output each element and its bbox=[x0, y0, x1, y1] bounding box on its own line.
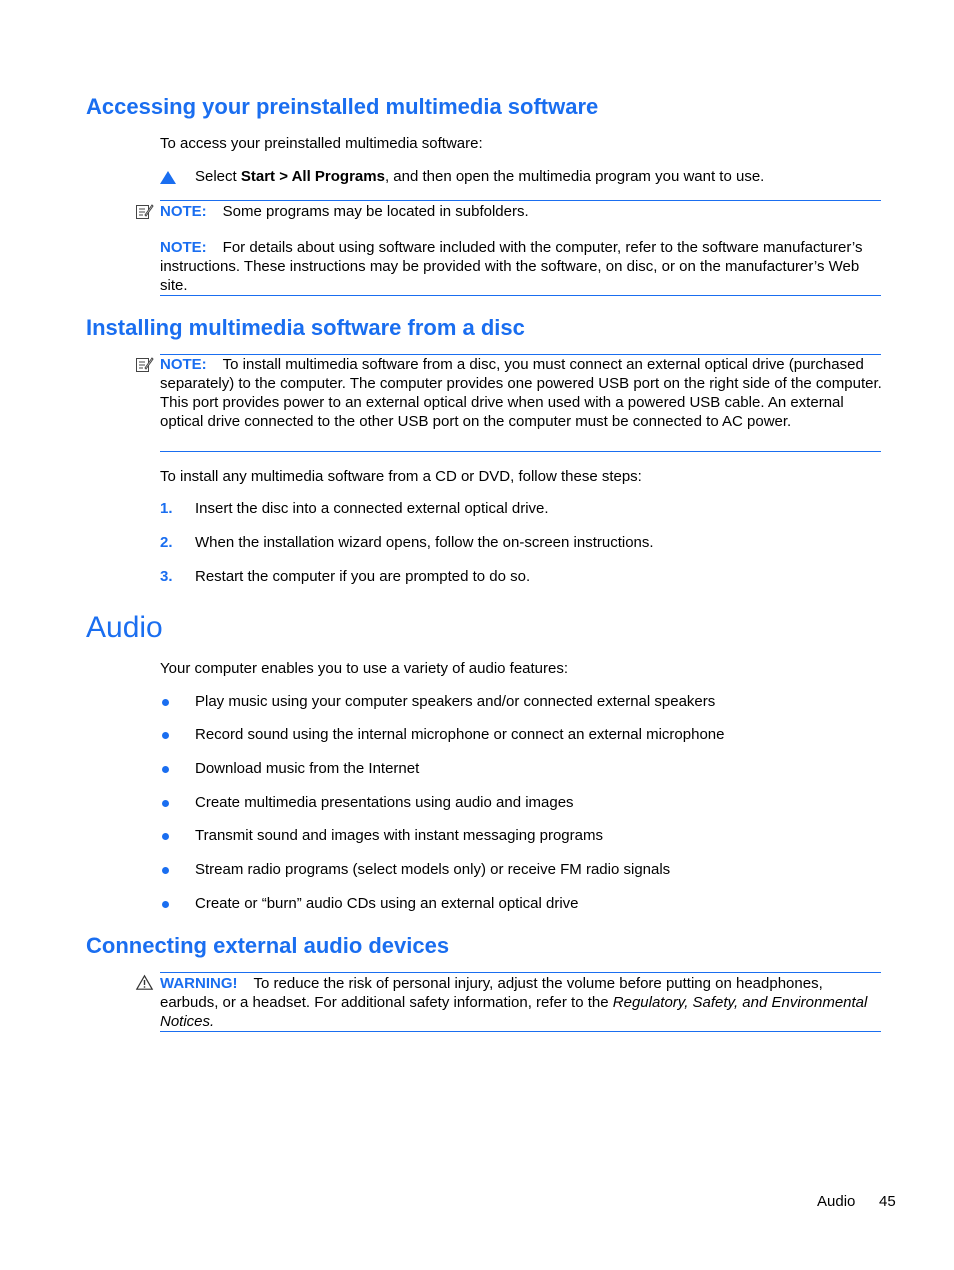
sec1-step: Select Start > All Programs, and then open the multimedia program you want to use. bbox=[195, 168, 765, 185]
bullet-dot bbox=[162, 833, 169, 840]
sec2-intro: To install any multimedia software from a CD or DVD, follow these steps: bbox=[160, 468, 642, 485]
note-2: NOTE: For details about using software included with the computer, refer to the software manufacturer’s instructions. These instructions may be provided with the software, on disc, or on the manufacturer’s Web site. bbox=[160, 239, 863, 294]
section-heading-connecting: Connecting external audio devices bbox=[86, 933, 450, 958]
note-pencil-icon bbox=[136, 356, 153, 373]
warning-text: WARNING! To reduce the risk of personal injury, adjust the volume before putting on headphones, earbuds, or a headset. For additional safety information, refer to the Regulatory, Safety, and Environmental Notices. bbox=[160, 975, 868, 1030]
sec1-intro: To access your preinstalled multimedia software: bbox=[160, 135, 483, 152]
step-number: 3. bbox=[160, 568, 173, 585]
warning-rule-top bbox=[160, 972, 881, 973]
step-text: When the installation wizard opens, follow the on-screen instructions. bbox=[195, 534, 654, 551]
bullet-dot bbox=[162, 800, 169, 807]
bullet-dot bbox=[162, 867, 169, 874]
bullet-dot bbox=[162, 901, 169, 908]
note-rule-top bbox=[160, 200, 881, 201]
bullet-dot bbox=[162, 732, 169, 739]
warning-triangle-icon bbox=[136, 975, 153, 990]
list-item: Record sound using the internal microphone or connect an external microphone bbox=[195, 726, 725, 743]
step-triangle-icon bbox=[160, 171, 176, 184]
list-item: Create or “burn” audio CDs using an external optical drive bbox=[195, 895, 579, 912]
footer-section: Audio bbox=[817, 1193, 856, 1210]
step-number: 1. bbox=[160, 500, 173, 517]
page-number: 45 bbox=[879, 1193, 896, 1210]
bullet-dot bbox=[162, 699, 169, 706]
step-text: Insert the disc into a connected external optical drive. bbox=[195, 500, 549, 517]
bullet-dot bbox=[162, 766, 169, 773]
list-item: Stream radio programs (select models only) or receive FM radio signals bbox=[195, 861, 671, 878]
step-number: 2. bbox=[160, 534, 173, 551]
list-item: Download music from the Internet bbox=[195, 760, 420, 777]
note-pencil-icon bbox=[136, 203, 153, 220]
warning-rule-bottom bbox=[160, 1031, 881, 1032]
list-item: Create multimedia presentations using audio and images bbox=[195, 794, 574, 811]
note-1: NOTE: Some programs may be located in subfolders. bbox=[160, 203, 529, 220]
step-text: Restart the computer if you are prompted to do so. bbox=[195, 568, 531, 585]
section-heading-installing: Installing multimedia software from a disc bbox=[86, 315, 525, 340]
note-rule-bottom bbox=[160, 295, 881, 296]
note-rule-bottom bbox=[160, 451, 881, 452]
chapter-heading-audio: Audio bbox=[86, 611, 163, 644]
list-item: Play music using your computer speakers and/or connected external speakers bbox=[195, 693, 716, 710]
section-heading-accessing: Accessing your preinstalled multimedia software bbox=[86, 94, 599, 119]
list-item: Transmit sound and images with instant messaging programs bbox=[195, 827, 603, 844]
note-install: NOTE: To install multimedia software from a disc, you must connect an external optical drive (purchased separately) to the computer. The computer provides one powered USB port on the right side of the computer. This port provides power to an external optical drive when used with a powered USB cable. An external optical drive connected to the other USB port on the computer must be connected to AC power. bbox=[160, 356, 882, 430]
audio-intro: Your computer enables you to use a variety of audio features: bbox=[160, 660, 569, 677]
